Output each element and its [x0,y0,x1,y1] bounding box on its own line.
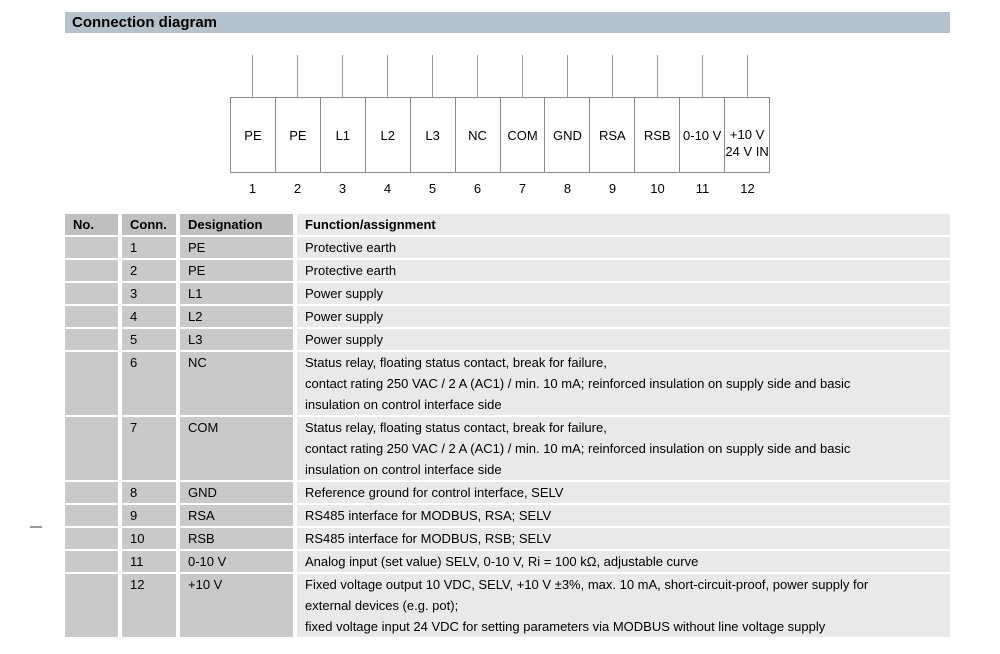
header-function: Function/assignment [297,214,950,235]
terminal-label: L2 [380,127,395,143]
function-line: Power supply [305,286,384,301]
cell-no [65,417,118,480]
wire-line [387,55,388,97]
section-title: Connection diagram [72,14,218,31]
header-conn: Conn. [122,214,176,235]
cell-designation: L2 [180,306,293,327]
cell-no [65,528,118,549]
function-line: contact rating 250 VAC / 2 A (AC1) / min. 10 mA; reinforced insulation on supply side and basic [305,441,851,456]
cell-no [65,283,118,304]
table-row [65,482,950,503]
table-row [65,237,950,258]
wire-slot [410,55,455,97]
cell-designation: L3 [180,329,293,350]
terminal-number: 5 [428,181,437,196]
cell-function [297,417,950,480]
wire-slot [500,55,545,97]
cell-designation: PE [180,237,293,258]
wire-slot [365,55,410,97]
terminal-numbers-row [230,181,770,197]
cell-no [65,352,118,415]
cell-function [297,482,950,503]
cell-designation: 0-10 V [180,551,293,572]
table-row [65,505,950,526]
terminal-label: NC [468,127,487,143]
cell-conn: 2 [122,260,176,281]
terminal-label: 24 V IN [725,144,769,159]
terminal-number: 11 [695,181,710,196]
terminal-cell [366,98,411,172]
cell-conn: 6 [122,352,176,415]
cell-conn: 12 [122,574,176,637]
wire-slot [275,55,320,97]
function-line: fixed voltage input 24 VDC for setting parameters via MODBUS without line voltage supply [305,619,826,634]
terminal-number: 10 [650,181,665,196]
terminal-number: 1 [248,181,257,196]
function-line: Status relay, floating status contact, break for failure, [305,355,607,370]
function-line: Protective earth [305,240,397,255]
terminal-label: 0-10 V [683,127,722,143]
terminal-label: GND [552,127,582,143]
terminal-cell [725,98,769,172]
wire-line [297,55,298,97]
cell-function [297,574,950,637]
cell-function [297,528,950,549]
cell-function [297,283,950,304]
terminal-number: 12 [740,181,755,196]
table-row [65,574,950,637]
terminal-number: 4 [383,181,392,196]
cell-function [297,306,950,327]
cell-function [297,237,950,258]
terminal-number: 9 [608,181,617,196]
terminal-label: +10 V [729,127,765,142]
terminal-label: RSB [643,127,671,143]
function-line: Protective earth [305,263,397,278]
terminal-number: 7 [518,181,527,196]
wire-line [657,55,658,97]
cell-function [297,505,950,526]
cell-function [297,260,950,281]
wire-line [612,55,613,97]
table-row [65,352,950,415]
function-line: Status relay, floating status contact, break for failure, [305,420,607,435]
cell-no [65,260,118,281]
cell-designation: RSA [180,505,293,526]
function-line: Power supply [305,332,384,347]
terminal-label: RSA [598,127,626,143]
connection-table [65,214,950,639]
function-line: Reference ground for control interface, SELV [305,485,564,500]
cell-conn: 11 [122,551,176,572]
terminal-number: 6 [473,181,482,196]
table-row [65,551,950,572]
terminal-cell [411,98,456,172]
function-line: external devices (e.g. pot); [305,598,459,613]
cell-designation: +10 V [180,574,293,637]
terminal-cell [321,98,366,172]
cell-conn: 9 [122,505,176,526]
section-title-bar [65,12,950,33]
table-header-row [65,214,950,235]
function-line: RS485 interface for MODBUS, RSA; SELV [305,508,552,523]
terminal-number: 8 [563,181,572,196]
wire-slot [635,55,680,97]
cell-no [65,505,118,526]
cell-no [65,237,118,258]
wires-row [230,55,770,97]
cell-conn: 4 [122,306,176,327]
wire-line [432,55,433,97]
wire-line [702,55,703,97]
terminal-cell [456,98,501,172]
table-row [65,329,950,350]
cell-conn: 5 [122,329,176,350]
function-line: Fixed voltage output 10 VDC, SELV, +10 V ±3%, max. 10 mA, short-circuit-proof, power supply for [305,577,869,592]
wire-line [567,55,568,97]
wire-slot [680,55,725,97]
cell-no [65,551,118,572]
margin-tick [30,526,42,528]
terminal-cell [501,98,546,172]
cell-designation: PE [180,260,293,281]
wire-line [747,55,748,97]
terminal-label: PE [289,127,307,143]
cell-designation: L1 [180,283,293,304]
wire-slot [230,55,275,97]
terminal-cell [635,98,680,172]
wire-slot [320,55,365,97]
table-row [65,283,950,304]
terminal-number: 3 [338,181,347,196]
terminal-label: PE [244,127,262,143]
cell-designation: RSB [180,528,293,549]
function-line: RS485 interface for MODBUS, RSB; SELV [305,531,552,546]
terminal-number: 2 [293,181,302,196]
cell-conn: 3 [122,283,176,304]
header-no: No. [65,214,118,235]
cell-conn: 7 [122,417,176,480]
wire-slot [455,55,500,97]
cell-designation: NC [180,352,293,415]
terminal-cell [231,98,276,172]
wire-slot [545,55,590,97]
cell-conn: 1 [122,237,176,258]
wire-slot [725,55,770,97]
cell-designation: GND [180,482,293,503]
terminal-cell [276,98,321,172]
cell-function [297,329,950,350]
terminal-cell [680,98,725,172]
table-body [65,237,950,637]
cell-conn: 10 [122,528,176,549]
function-line: Analog input (set value) SELV, 0-10 V, Ri = 100 kΩ, adjustable curve [305,554,699,569]
function-line: Power supply [305,309,384,324]
wire-line [522,55,523,97]
cell-no [65,482,118,503]
table-row [65,528,950,549]
terminal-cell [545,98,590,172]
wire-line [477,55,478,97]
wire-slot [590,55,635,97]
terminal-label: L1 [335,127,351,143]
cell-conn: 8 [122,482,176,503]
function-line: contact rating 250 VAC / 2 A (AC1) / min. 10 mA; reinforced insulation on supply side and basic [305,376,851,391]
cell-function [297,551,950,572]
cell-no [65,574,118,637]
function-line: insulation on control interface side [305,462,502,477]
cell-no [65,306,118,327]
terminal-cell [590,98,635,172]
function-line: insulation on control interface side [305,397,502,412]
terminal-label: COM [507,127,538,143]
table-row [65,260,950,281]
header-designation: Designation [180,214,293,235]
terminal-box [230,97,770,173]
table-row [65,417,950,480]
cell-no [65,329,118,350]
cell-function [297,352,950,415]
wire-line [252,55,253,97]
cell-designation: COM [180,417,293,480]
table-row [65,306,950,327]
terminal-diagram [230,55,770,197]
terminal-label: L3 [425,127,440,143]
wire-line [342,55,343,97]
